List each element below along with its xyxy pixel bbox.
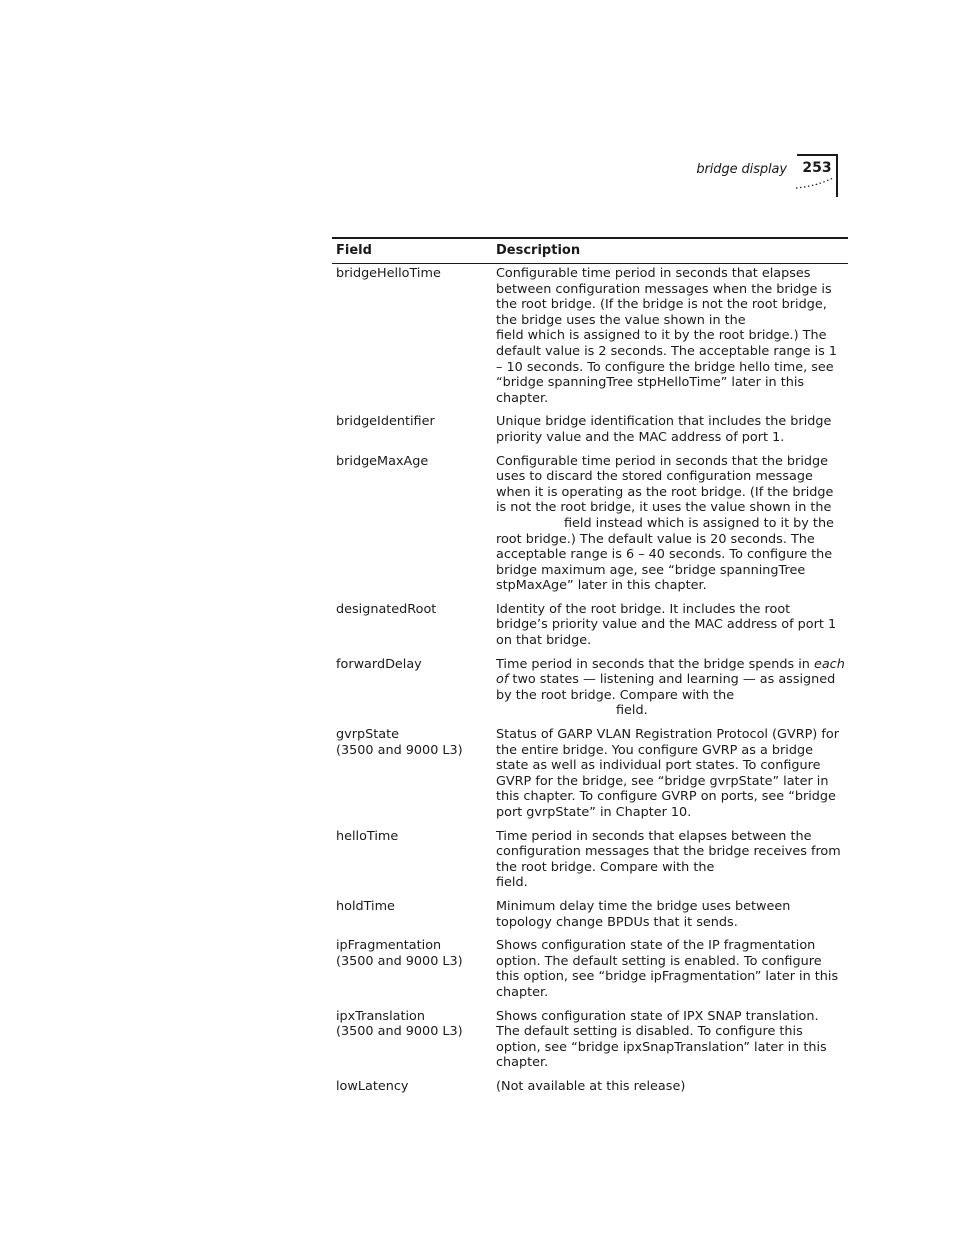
field-name: forwardDelay bbox=[336, 656, 422, 672]
table-top-rule bbox=[332, 237, 848, 239]
column-header-description: Description bbox=[496, 243, 581, 258]
corner-rule-horizontal bbox=[797, 154, 838, 156]
field-description bbox=[496, 602, 846, 649]
field-name: ipxTranslation (3500 and 9000 L3) bbox=[336, 1008, 463, 1040]
table-row bbox=[332, 727, 848, 821]
field-name: holdTime bbox=[336, 898, 395, 914]
description-text: Configurable time period in seconds that the bridge uses to discard the stored configuration message when it is operating as the root bridge. (If the bridge is not the root bridge, it uses the value shown in the bbox=[496, 453, 834, 516]
field-name: bridgeMaxAge bbox=[336, 453, 429, 469]
description-text: Shows configuration state of the IP fragmentation option. The default setting is enabled. To configure this option, see “bridge ipFragmentation” later in this chapter. bbox=[496, 938, 839, 1000]
table-row bbox=[332, 414, 848, 445]
field-description bbox=[496, 1009, 846, 1071]
field-description bbox=[496, 454, 846, 594]
description-text: Minimum delay time the bridge uses between topology change BPDUs that it sends. bbox=[496, 898, 791, 930]
description-text: field. bbox=[496, 875, 528, 891]
table-row bbox=[332, 266, 848, 406]
field-description bbox=[496, 657, 846, 719]
description-text: Time period in seconds that elapses between the configuration messages that the bridge receives from the root bridge. Compare with the bbox=[496, 828, 841, 875]
description-text: Identity of the root bridge. It includes the root bridge’s priority value and the MAC address of port 1 on that bridge. bbox=[496, 601, 837, 649]
table-header-rule bbox=[332, 263, 848, 264]
table-row bbox=[332, 454, 848, 594]
column-header-field: Field bbox=[336, 243, 372, 258]
table-row bbox=[332, 657, 848, 719]
description-text: field instead which is assigned to it by the root bridge.) The default value is 20 seconds. The acceptable range is 6 – 40 seconds. To configure the bridge maximum age, see “bridge spanningTree stpMaxAge” later in this chapter. bbox=[496, 515, 834, 594]
field-description bbox=[496, 829, 846, 891]
description-text: Time period in seconds that the bridge spends in bbox=[496, 656, 810, 672]
description-text: two states — listening and learning — as assigned by the root bridge. Compare with the bbox=[496, 672, 836, 703]
description-text: Status of GARP VLAN Registration Protocol (GVRP) for the entire bridge. You configure GVRP as a bridge state as well as individual port states. To configure GVRP for the bridge, see “bridge gvrpState” later in this chapter. To configure GVRP on ports, see “bridge port gvrpState” in Chapter 10. bbox=[496, 727, 839, 820]
table-row bbox=[332, 829, 848, 891]
field-description bbox=[496, 938, 846, 1000]
description-text: field which is assigned to it by the root bridge.) The default value is 2 seconds. The acceptable range is 1 – 10 seconds. To configure the bridge hello time, see “bridge spanningTree stpHelloTime” later in this chapter. bbox=[496, 328, 838, 406]
field-name: lowLatency bbox=[336, 1078, 409, 1094]
table-body bbox=[332, 266, 848, 1103]
field-description bbox=[496, 1079, 846, 1095]
table-row bbox=[332, 899, 848, 930]
field-description bbox=[496, 266, 846, 406]
description-text: Configurable time period in seconds that elapses between configuration messages when the bridge is the root bridge. (If the bridge is not the root bridge, the bridge uses the value shown in the bbox=[496, 266, 832, 328]
field-name: gvrpState (3500 and 9000 L3) bbox=[336, 727, 463, 758]
table-row bbox=[332, 602, 848, 649]
description-text: field. bbox=[616, 703, 648, 719]
description-text: Shows configuration state of IPX SNAP translation. The default setting is disabled. To configure this option, see “bridge ipxSnapTranslation” later in this chapter. bbox=[496, 1008, 827, 1071]
description-text: (Not available at this release) bbox=[496, 1078, 686, 1094]
table-row bbox=[332, 938, 848, 1000]
description-text: Unique bridge identification that includes the bridge priority value and the MAC address of port 1. bbox=[496, 414, 832, 445]
field-description bbox=[496, 727, 846, 821]
field-name: ipFragmentation (3500 and 9000 L3) bbox=[336, 938, 463, 969]
running-head: bridge display bbox=[696, 162, 787, 177]
description-emphasis: each of bbox=[496, 656, 845, 688]
field-description bbox=[496, 414, 846, 445]
page-number: 253 bbox=[802, 160, 832, 176]
field-description bbox=[496, 899, 846, 930]
field-name: bridgeHelloTime bbox=[336, 266, 441, 281]
corner-dotted-arc bbox=[795, 176, 837, 190]
field-name: helloTime bbox=[336, 828, 399, 844]
field-name: designatedRoot bbox=[336, 601, 437, 617]
field-name: bridgeIdentifier bbox=[336, 414, 435, 430]
table-row bbox=[332, 1009, 848, 1071]
table-row bbox=[332, 1079, 848, 1095]
